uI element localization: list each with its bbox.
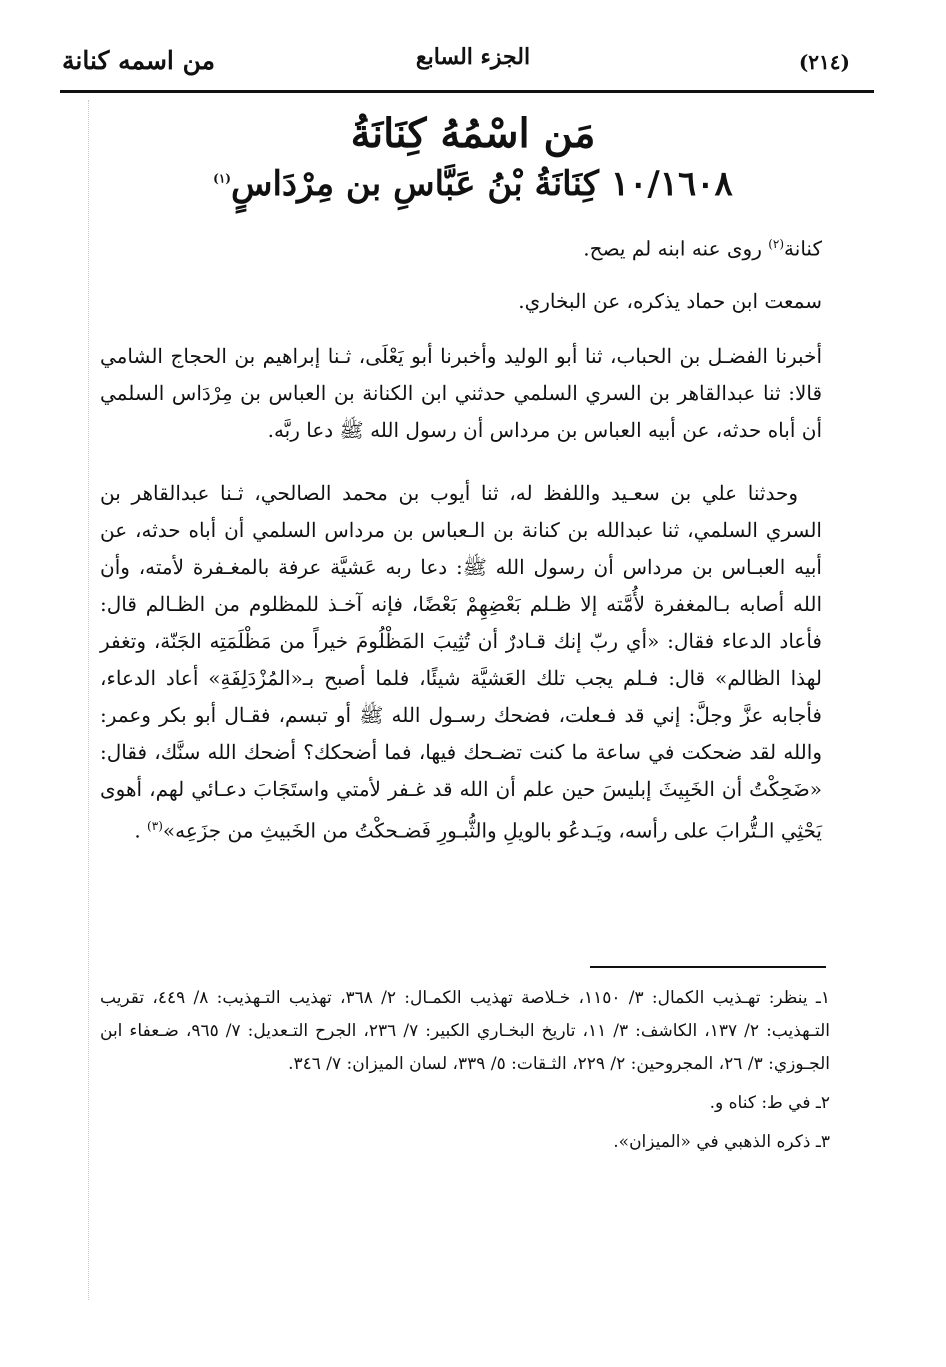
footnote-ref-1: (١) [213, 171, 231, 186]
footnote-3: ٣ـ ذكره الذهبي في «الميزان». [613, 1132, 830, 1152]
footnote-2: ٢ـ في ط: كناه و. [709, 1093, 830, 1113]
footnote-ref-2: (٢) [768, 237, 785, 251]
entry-heading-text: ١٠/١٦٠٨ كِنَانَةُ بْنُ عَبَّاسِ بن مِرْدَاسٍ [230, 164, 733, 204]
paragraph-text-2: وحدثنا علي بن سعـيد واللفظ له، ثنا أيوب بن محمد الصالحي، ثـنا عبدالقاهر بن السري السلمي، ثنا عبدالله بن كنانة بن الـعباس بن مرداس السلمي أن أباه حدثه، عن أبيه العبـاس بن مرداس أن رسول الله ﷺ: دعا ربه عَشيَّة عرفة بالمغـفرة لأمته، وأن الله أصابه بـالمغفرة لأُمَّته إلا ظـلم بَعْضِهِمْ بَعْضًا، فإنه آخـذ للمظلوم من الظـالم قال: فأعاد الدعاء فقال: «أي ربّ إنك قـادرٌ أن تُثِيبَ المَظْلُومَ خيراً من مَظْلَمَتِه الجَنّة، وتغفر لهذا الظالم» قال: فـلم يجب تلك العَشيَّة شيئًا، فلما أصبح بـ«المُزْدَلِفَةِ» أعاد الدعاء، فأجابه عزَّ وجلَّ: إني قد فـعلت، فضحك رسـول الله ﷺ أو تبسم، فقـال أبو بكر وعمر: والله لقد ضحكت في ساعة ما كنت تضـحك فيها، فما أضحكك؟ أضحك الله سنَّك، فقال: «ضَحِكْتُ أن الخَبِيثَ إبليسَ حين علم أن الله قد غـفر لأمتي واستَجَابَ دعـائي لهم، أهوى يَحْثِي الـتُّرابَ على رأسه، ويَـدعُو بالويلِ والثُّبـورِ فَضـحكْتُ من الخَبيثِ من جزَعِه»$^{(٣)}$ . [100, 481, 822, 843]
paragraph-body: وحدثنا علي بن سعـيد واللفظ له، ثنا أيوب بن محمد الصالحي، ثـنا عبدالقاهر بن السري السلمي، ثنا عبدالله بن كنانة بن الـعباس بن مرداس السلمي أن أباه حدثه، عن أبيه العبـاس بن مرداس أن رسول الله ﷺ: دعا ربه عَشيَّة عرفة بالمغـفرة لأمته، وأن الله أصابه بـالمغفرة لأُمَّته إلا ظـلم بَعْضِهِمْ بَعْضًا، فإنه آخـذ للمظلوم من الظـالم قال: فأعاد الدعاء فقال: «أي ربّ إنك قـادرٌ أن تُثِيبَ المَظْلُومَ خيراً من مَظْلَمَتِه الجَنّة، وتغفر لهذا الظالم» قال: فـلم يجب تلك العَشيَّة شيئًا، فلما أصبح بـ«المُزْدَلِفَةِ» أعاد الدعاء، فأجابه عزَّ وجلَّ: إني قد فـعلت، فضحك رسـول الله ﷺ أو تبسم، فقـال أبو بكر وعمر: والله لقد ضحكت في ساعة ما كنت تضـحك فيها، فما أضحكك؟ أضحك الله سنَّك، فقال: «ضَحِكْتُ أن الخَبِيثَ إبليسَ حين علم أن الله قد غـفر لأمتي واستَجَابَ دعـائي لهم، أهوى يَحْثِي الـتُّرابَ على رأسه، ويَـدعُو بالويلِ والثُّبـورِ فَضـحكْتُ من الخَبيثِ من جزَعِه» [100, 481, 822, 843]
header-page-number: (٢١٤) [798, 50, 850, 74]
header-rule [60, 90, 874, 93]
footnote-separator [590, 966, 826, 968]
hadith-paragraph-1 [100, 338, 822, 449]
scan-margin-line [88, 100, 89, 1300]
footnote-ref-3: (٣) [147, 819, 163, 833]
footnote-1: ١ـ ينظر: تهـذيب الكمال: ٣/ ١١٥٠، خـلاصة تهذيب الكمـال: ٢/ ٣٦٨، تهذيب التـهذيب: ٨/ ٤٤٩، تقريب التـهذيب: ٢/ ١٣٧، الكاشف: ٣/ ١١، تاريخ البخـاري الكبير: ٧/ ٢٣٦، الجرح التـعديل: ٧/ ٩٦٥، ضـعفاء ابن الجـوزي: ٣/ ٢٦، المجروحين: ٢/ ٢٢٩، الثـقات: ٥/ ٣٣٩، لسان الميزان: ٧/ ٣٤٦. [100, 988, 830, 1074]
header-section-title: من اسمه كنانة [62, 46, 216, 75]
header-volume-title: الجزء السابع [415, 44, 531, 70]
entry-heading [0, 164, 946, 204]
hadith-paragraph-2 [100, 475, 822, 850]
chapter-title: مَن اسْمُهُ كِنَانَةُ [350, 110, 596, 157]
entry-remark: روى عنه ابنه لم يصح. [583, 236, 762, 261]
entry-name: كنانة [784, 236, 822, 261]
entry-first-line [100, 226, 822, 268]
paragraph-text: أخبرنا الفضـل بن الحباب، ثنا أبو الوليد وأخبرنا أبو يَعْلَى، ثـنا إبراهيم بن الحجاج الشامي قالا: ثنا عبدالقاهر بن السري السلمي حدثني ابن الكنانة بن العباس بن مِرْدَاس السلمي أن أباه حدثه، عن أبيه العباس بن مرداس أن رسول الله ﷺ دعا ربَّه. [100, 344, 822, 442]
footnotes-block [100, 982, 830, 1165]
entry-source-line: سمعت ابن حماد يذكره، عن البخاري. [518, 289, 822, 313]
